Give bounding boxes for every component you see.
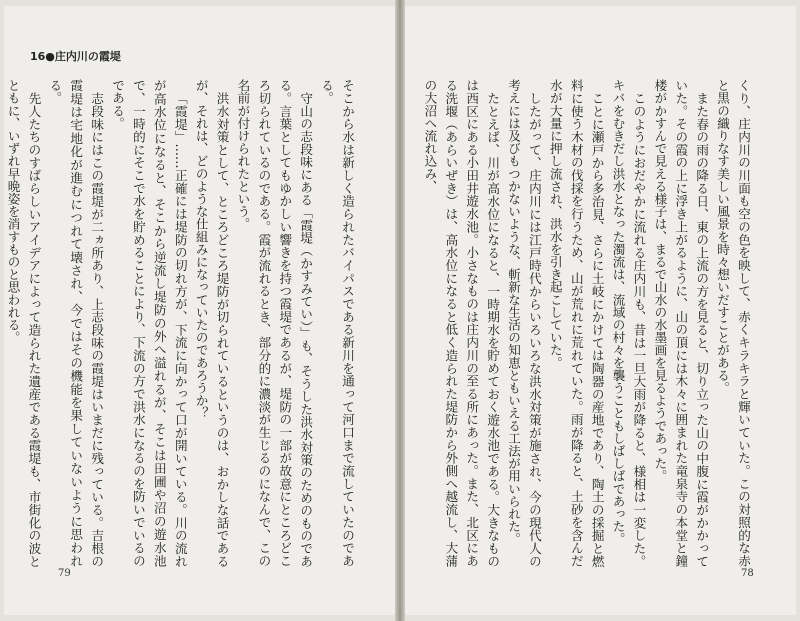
paragraph: 先人たちのすばらしいアイデアによって造られた遺産である霞堤も、市街化の波とともに、いずれ早晩姿を消すものと思われる。 [5,79,42,567]
paragraph: 守山の志段味にある「霞堤（かすみてい）」も、そうした洪水対策のためのものである。言葉としてもゆかしい響きを持つ霞堤であるが、堤防の一部が故意にところどころ切られているのである。霞が流れるとき、部分的に濃淡が生じるのになんで、この名前が付けられたという。 [235,79,314,567]
paragraph: また春の雨の降る日、東の上流の方を見ると、切り立った山の中腹に霞がかかっていた。その霞の上に浮き上がるように、山の頂には木々に囲まれた竜泉寺の本堂と鐘楼がかすんで見える様子は、まるで山水の水墨画を見るようであった。 [652,79,710,567]
paragraph: ことに瀬戸から多治見、さらに土岐にかけては陶器の産地であり、陶土の採掘と燃料に使う木材の伐採を行うため、山が荒れに荒れていた。雨が降ると、土砂を含んだ水が大量に押し流され、洪水を引き起こしていた。 [547,79,605,567]
paragraph: たとえば、川が高水位になると、一時期水を貯めておく遊水池である。大きなものは西区にある小田井遊水池。小さなものは庄内川の至る所にあった。また、北区にある洗堰（あらいぜき）は、高水位になると低く造られた堤防から外側へ越流し、大蒲の大沼へ流れ込み、 [422,79,501,567]
paragraph: 「霞堤」……正確には堤防の切れ方が、下流に向かって口が開いている。川の流れが高水位になると、そこから逆流し堤防の外へ溢れるが、そこは田圃や沼の遊水池で、一時的にそこで水を貯めることにより、下流の方で洪水になるのを防いでいるのである。 [110,79,188,567]
paragraph: そこから水は新しく造られたバイパスである新川を通って河口まで流していたのである。 [319,79,355,567]
right-page [405,6,796,615]
page-number: 79 [58,568,71,579]
paragraph: したがって、庄内川には江戸時代からいろいろな洪水対策が施され、今の現代人の考えには及びもつかないような、斬新な生活の知恵ともいえる工法が用いられた。 [506,79,542,567]
paragraph: くり、庄内川の川面も空の色を映して、赤くキラキラと輝いていた。この対照的な赤と黒の織りなす美しい風景を時々想いだすことがある。 [715,79,751,567]
left-page [4,6,395,615]
paragraph: このようにおだやかに流れる庄内川も、昔は一旦大雨が降ると、様相は一変した。キバをむきだし洪水となった濁流は、流域の村々を襲うこともしばしばであった。 [610,79,647,567]
paragraph: 洪水対策として、ところどころ堤防が切られているというのは、おかしな話であるが、それは、どのような仕組みになっていたのであろうか？ [193,79,230,567]
page-number: 78 [741,568,754,579]
paragraph: 志段味にはこの霞堤が二ヵ所あり、上志段味の霞堤はいまだに残っている。吉根の霞堤は宅地化が進むにつれて壊され、今ではその機能を果していないように思われる。 [47,79,105,567]
running-head: 16●庄内川の霞堤 [30,50,121,63]
right-page-body [401,79,753,567]
left-page-body [5,79,357,567]
